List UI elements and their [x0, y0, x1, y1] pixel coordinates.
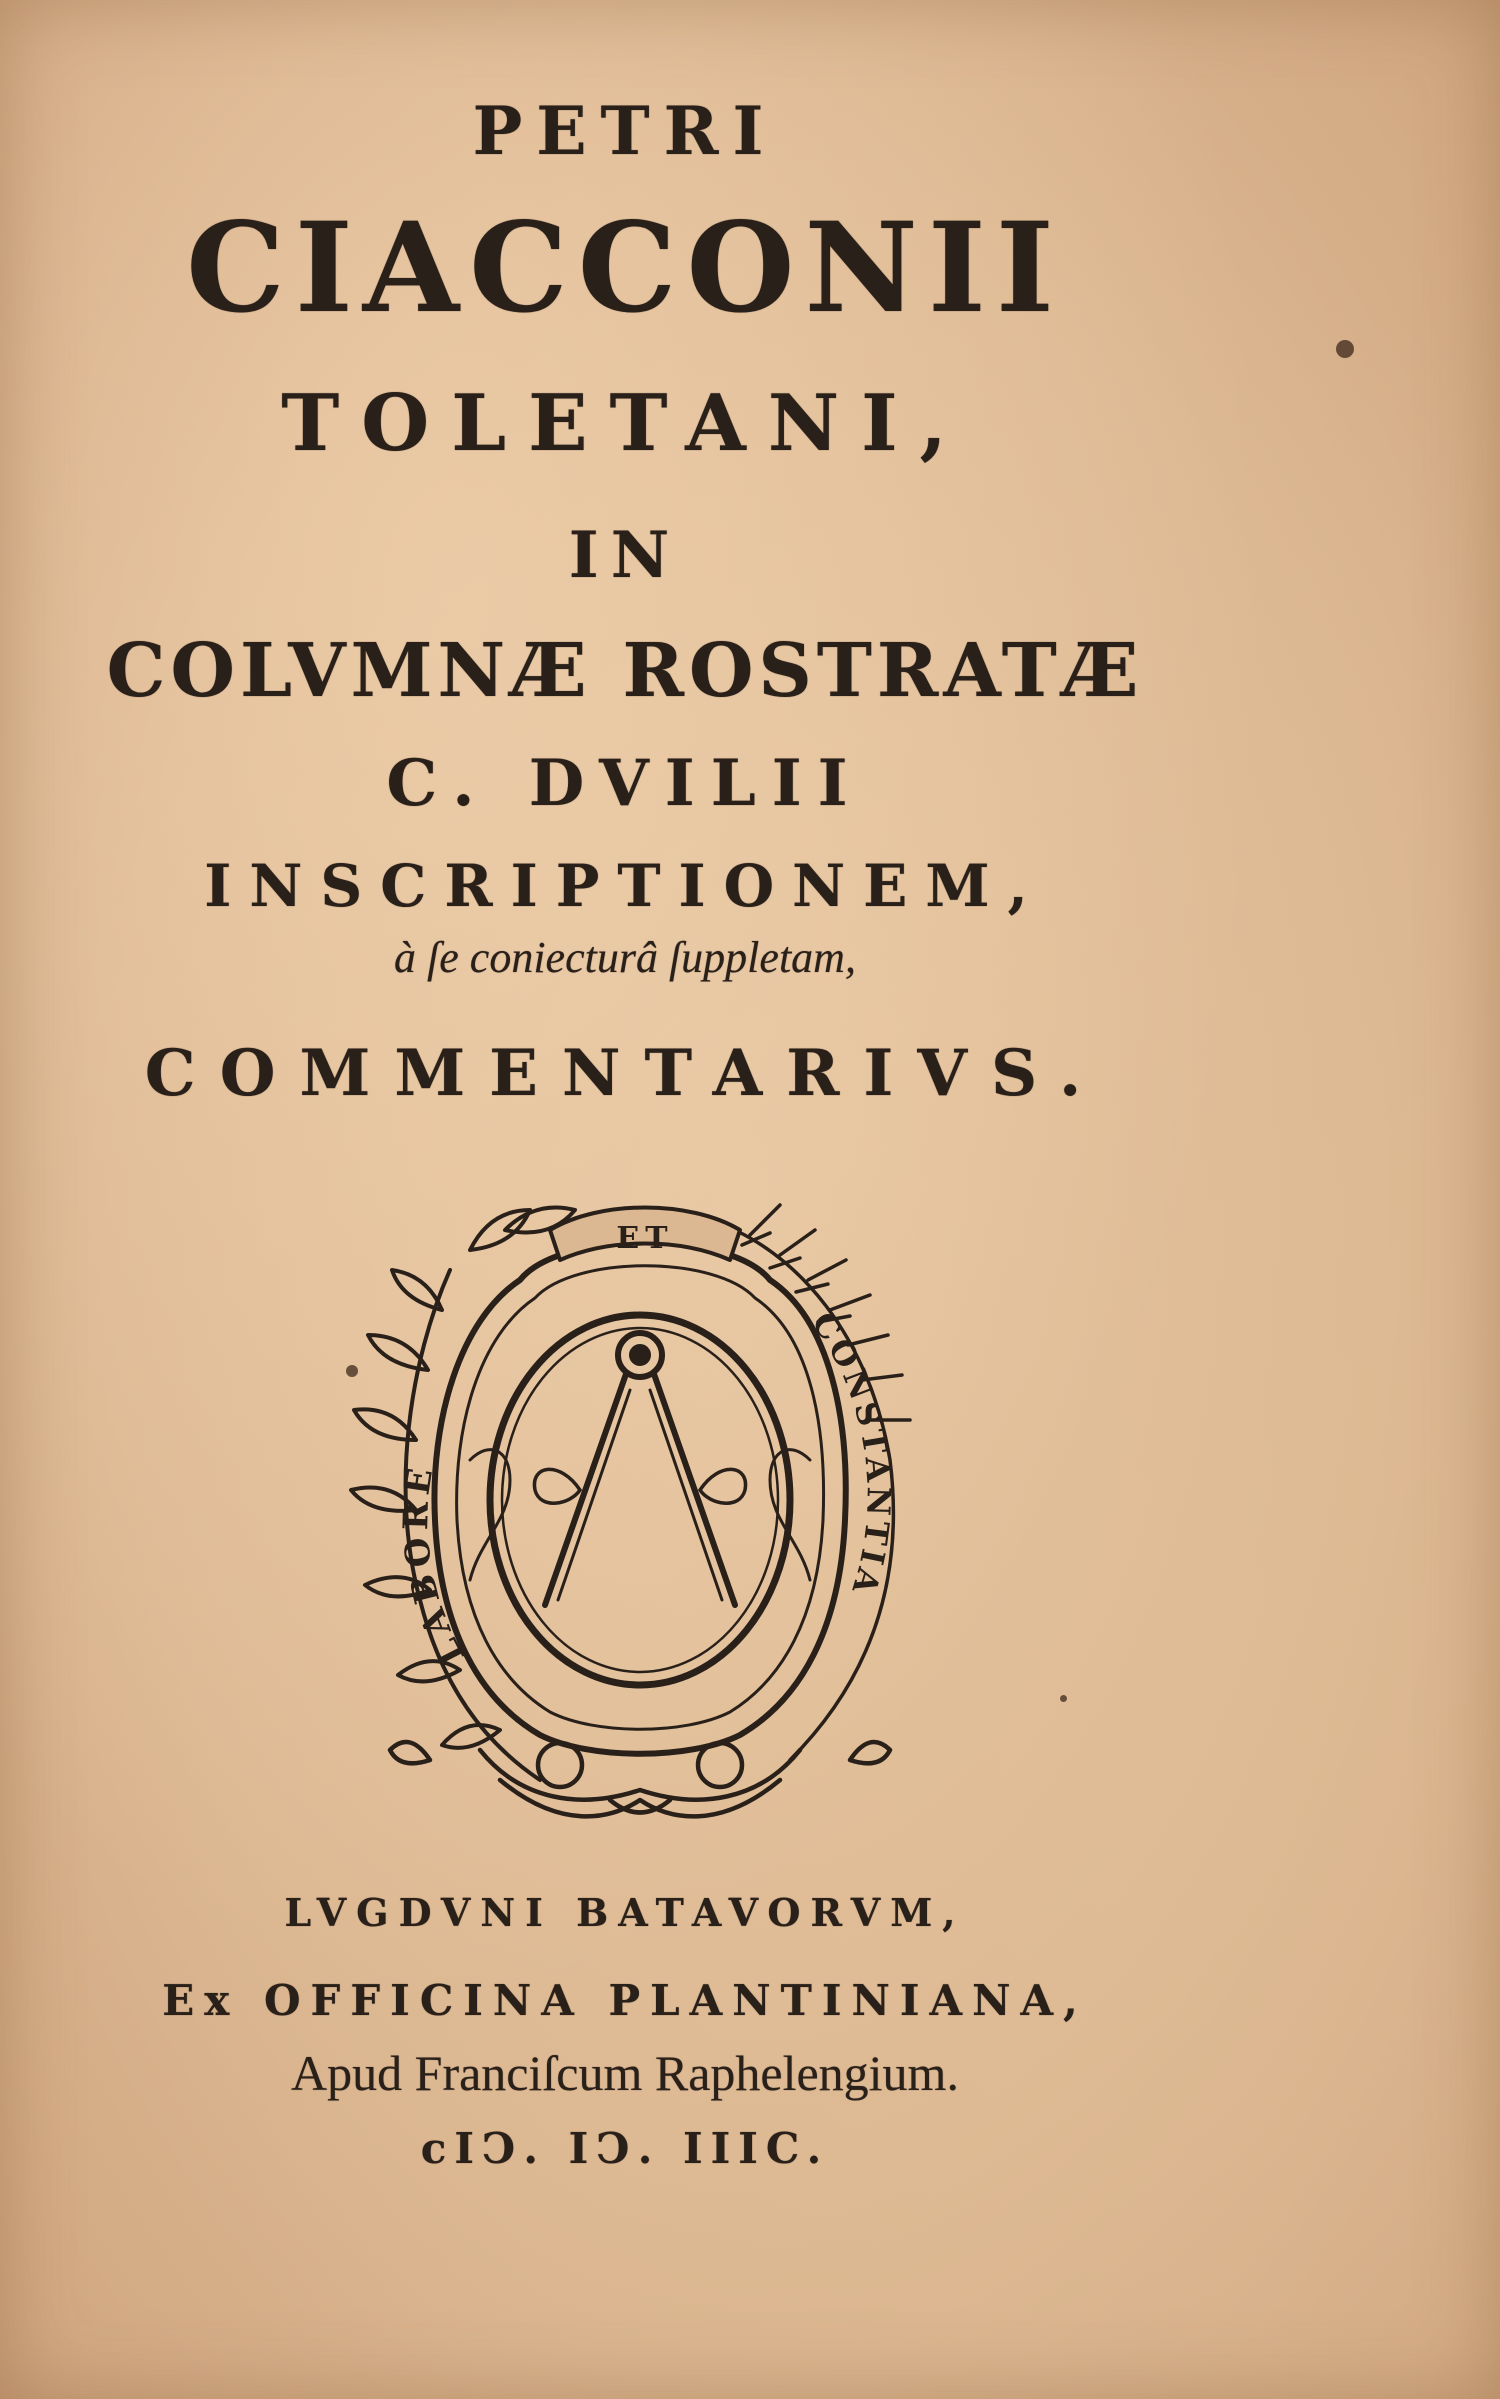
emblem-oval	[490, 1315, 790, 1685]
imprint-office: Ex OFFICINA PLANTINIANA,	[162, 1976, 1088, 2025]
ink-speck	[1336, 340, 1354, 358]
compass-icon	[534, 1333, 745, 1605]
title-work: COMMENTARIVS.	[144, 1036, 1106, 1111]
author-surname: CIACCONII	[186, 196, 1064, 341]
printers-device-woodcut	[330, 1160, 950, 1840]
title-preposition: IN	[568, 518, 682, 593]
title-object: INSCRIPTIONEM,	[204, 852, 1046, 920]
imprint-place: LVGDVNI BATAVORVM,	[284, 1890, 966, 1935]
imprint-printer: Apud Franciſcum Raphelengium.	[291, 2045, 959, 2101]
title-qualifier: à ſe coniecturâ ſuppletam,	[394, 933, 856, 982]
printers-device	[330, 1160, 950, 1840]
author-origin: TOLETANI,	[281, 378, 969, 469]
ink-speck	[346, 1365, 358, 1377]
ink-speck	[1060, 1695, 1067, 1702]
motto-right: CONSTANTIA	[804, 1304, 898, 1603]
motto-top: ET	[616, 1221, 674, 1256]
title-subject: COLVMNÆ ROSTRATÆ	[106, 628, 1144, 714]
author-first-name: PETRI	[472, 92, 778, 170]
title-person: C. DVILII	[386, 746, 864, 821]
motto-left: LABORE	[396, 1459, 473, 1672]
cartouche-outer	[434, 1243, 845, 1754]
imprint-year: cIↃ. IↃ. IIIC.	[420, 2124, 830, 2173]
